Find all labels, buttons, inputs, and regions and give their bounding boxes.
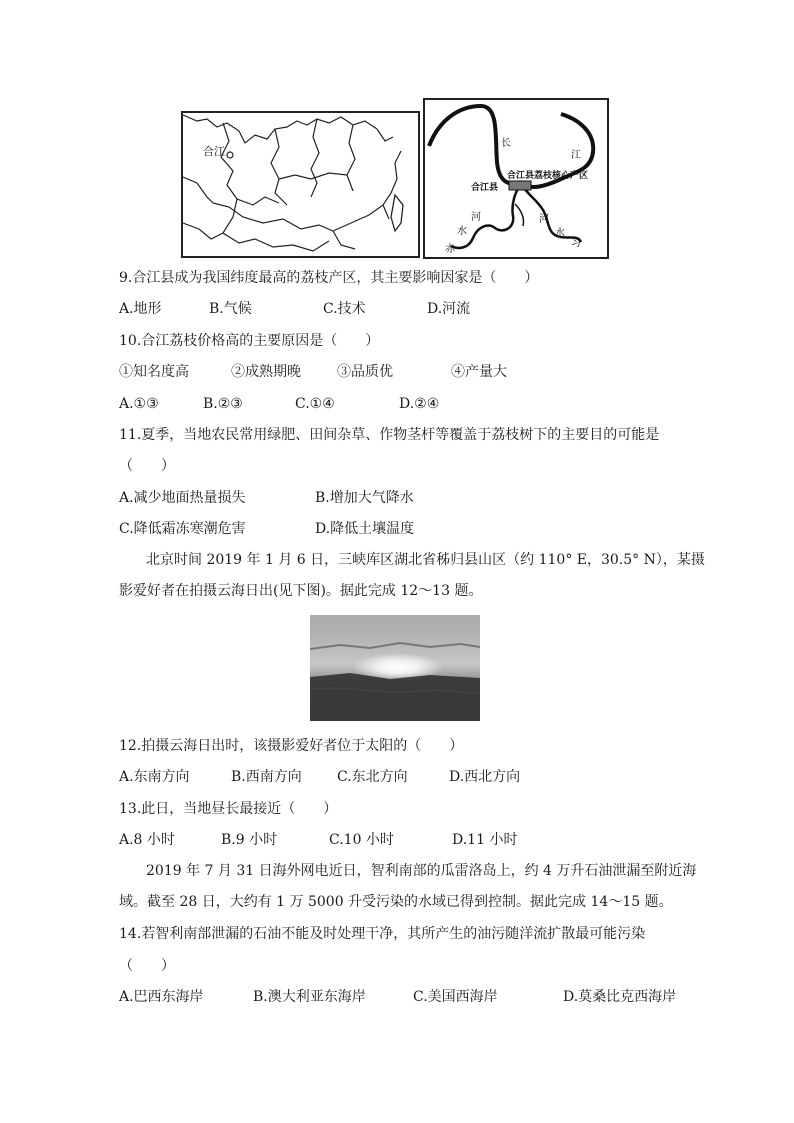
q14-option-d: D.莫桑比克西海岸 [563, 989, 677, 1005]
q14-option-a: A.巴西东海岸 [119, 989, 204, 1005]
q11-option-d: D.降低土壤温度 [315, 521, 415, 537]
q10-statement-1: ①知名度高 [119, 364, 189, 380]
q14-option-c: C.美国西海岸 [413, 989, 498, 1005]
q10-statement-4: ④产量大 [451, 364, 507, 380]
q9-stem: 9.合江县成为我国纬度最高的荔枝产区，其主要影响因家是（ ） [119, 270, 539, 286]
q14-stem: 14.若智利南部泄漏的石油不能及时处理干净，其所产生的油污随洋流扩散最可能污染 [119, 926, 646, 942]
q9-option-b: B.气候 [209, 301, 252, 317]
q12-option-a: A.东南方向 [119, 769, 190, 785]
q13-option-b: B.9 小时 [221, 832, 278, 848]
q11-option-b: B.增加大气降水 [315, 490, 414, 506]
q10-option-c: C.①④ [295, 396, 335, 412]
q13-option-c: C.10 小时 [329, 832, 394, 848]
q9-option-d: D.河流 [427, 301, 471, 317]
q11-stem: 11.夏季，当地农民常用绿肥、田间杂草、作物茎杆等覆盖于荔枝树下的主要目的可能是 [119, 427, 660, 443]
q12-option-c: C.东北方向 [337, 769, 408, 785]
taiwan-outline [391, 195, 403, 231]
label-chi: 赤 [445, 244, 455, 255]
q9-option-a: A.地形 [119, 301, 162, 317]
label-shui-1: 水 [457, 226, 467, 237]
q10-statement-2: ②成熟期晚 [231, 364, 301, 380]
label-chang: 长 [501, 138, 511, 149]
label-core-area: 合江县荔枝核心产区 [507, 171, 589, 181]
q10-stem: 10.合江荔枝价格高的主要原因是（ ） [119, 333, 380, 349]
passage2-line1: 2019 年 7 月 31 日海外网电近日，智利南部的瓜雷洛岛上，约 4 万升石油泄漏至附近海 [146, 863, 697, 879]
q12-option-b: B.西南方向 [231, 769, 302, 785]
q13-option-d: D.11 小时 [452, 832, 518, 848]
q12-stem: 12.拍摄云海日出时，该摄影爱好者位于太阳的（ ） [119, 738, 464, 754]
q12-option-d: D.西北方向 [449, 769, 521, 785]
map-south-china [181, 111, 420, 258]
q11-option-c: C.降低霜冻寒潮危害 [119, 521, 246, 537]
label-he-2: 河 [539, 214, 549, 225]
label-he-1: 河 [471, 212, 481, 223]
q14-option-b: B.澳大利亚东海岸 [253, 989, 366, 1005]
passage1-line2: 影爱好者在拍摄云海日出(见下图)。据此完成 12～13 题。 [119, 583, 483, 599]
passage1-line1: 北京时间 2019 年 1 月 6 日，三峡库区湖北省秭归县山区（约 110° E，30.5° N），某摄 [146, 552, 705, 568]
q13-stem: 13.此日，当地昼长最接近（ ） [119, 801, 338, 817]
q10-option-d: D.②④ [399, 396, 440, 412]
label-county: 合江县 [471, 183, 499, 193]
q10-statement-3: ③品质优 [337, 364, 393, 380]
q10-option-a: A.①③ [119, 396, 159, 412]
photo-scene [310, 615, 480, 721]
q11-option-a: A.减少地面热量损失 [119, 490, 246, 506]
sunrise-photo [310, 615, 480, 721]
q11-paren: （ ） [119, 458, 175, 474]
q13-option-a: A.8 小时 [119, 832, 175, 848]
q14-paren: （ ） [119, 958, 175, 974]
label-hejiang: 合江 [203, 145, 225, 158]
map-south-china-drawing [183, 113, 418, 256]
passage2-line2: 域。截至 28 日，大约有 1 万 5000 升受污染的水域已得到控制。据此完成 14～15 题。 [119, 894, 673, 910]
map-hejiang-core [423, 98, 609, 259]
q9-option-c: C.技术 [323, 301, 366, 317]
label-xi: 习 [571, 238, 581, 249]
q10-option-b: B.②③ [203, 396, 243, 412]
label-shui-2: 水 [555, 228, 565, 239]
label-jiang: 江 [571, 150, 581, 161]
map-hejiang-drawing [425, 100, 607, 257]
